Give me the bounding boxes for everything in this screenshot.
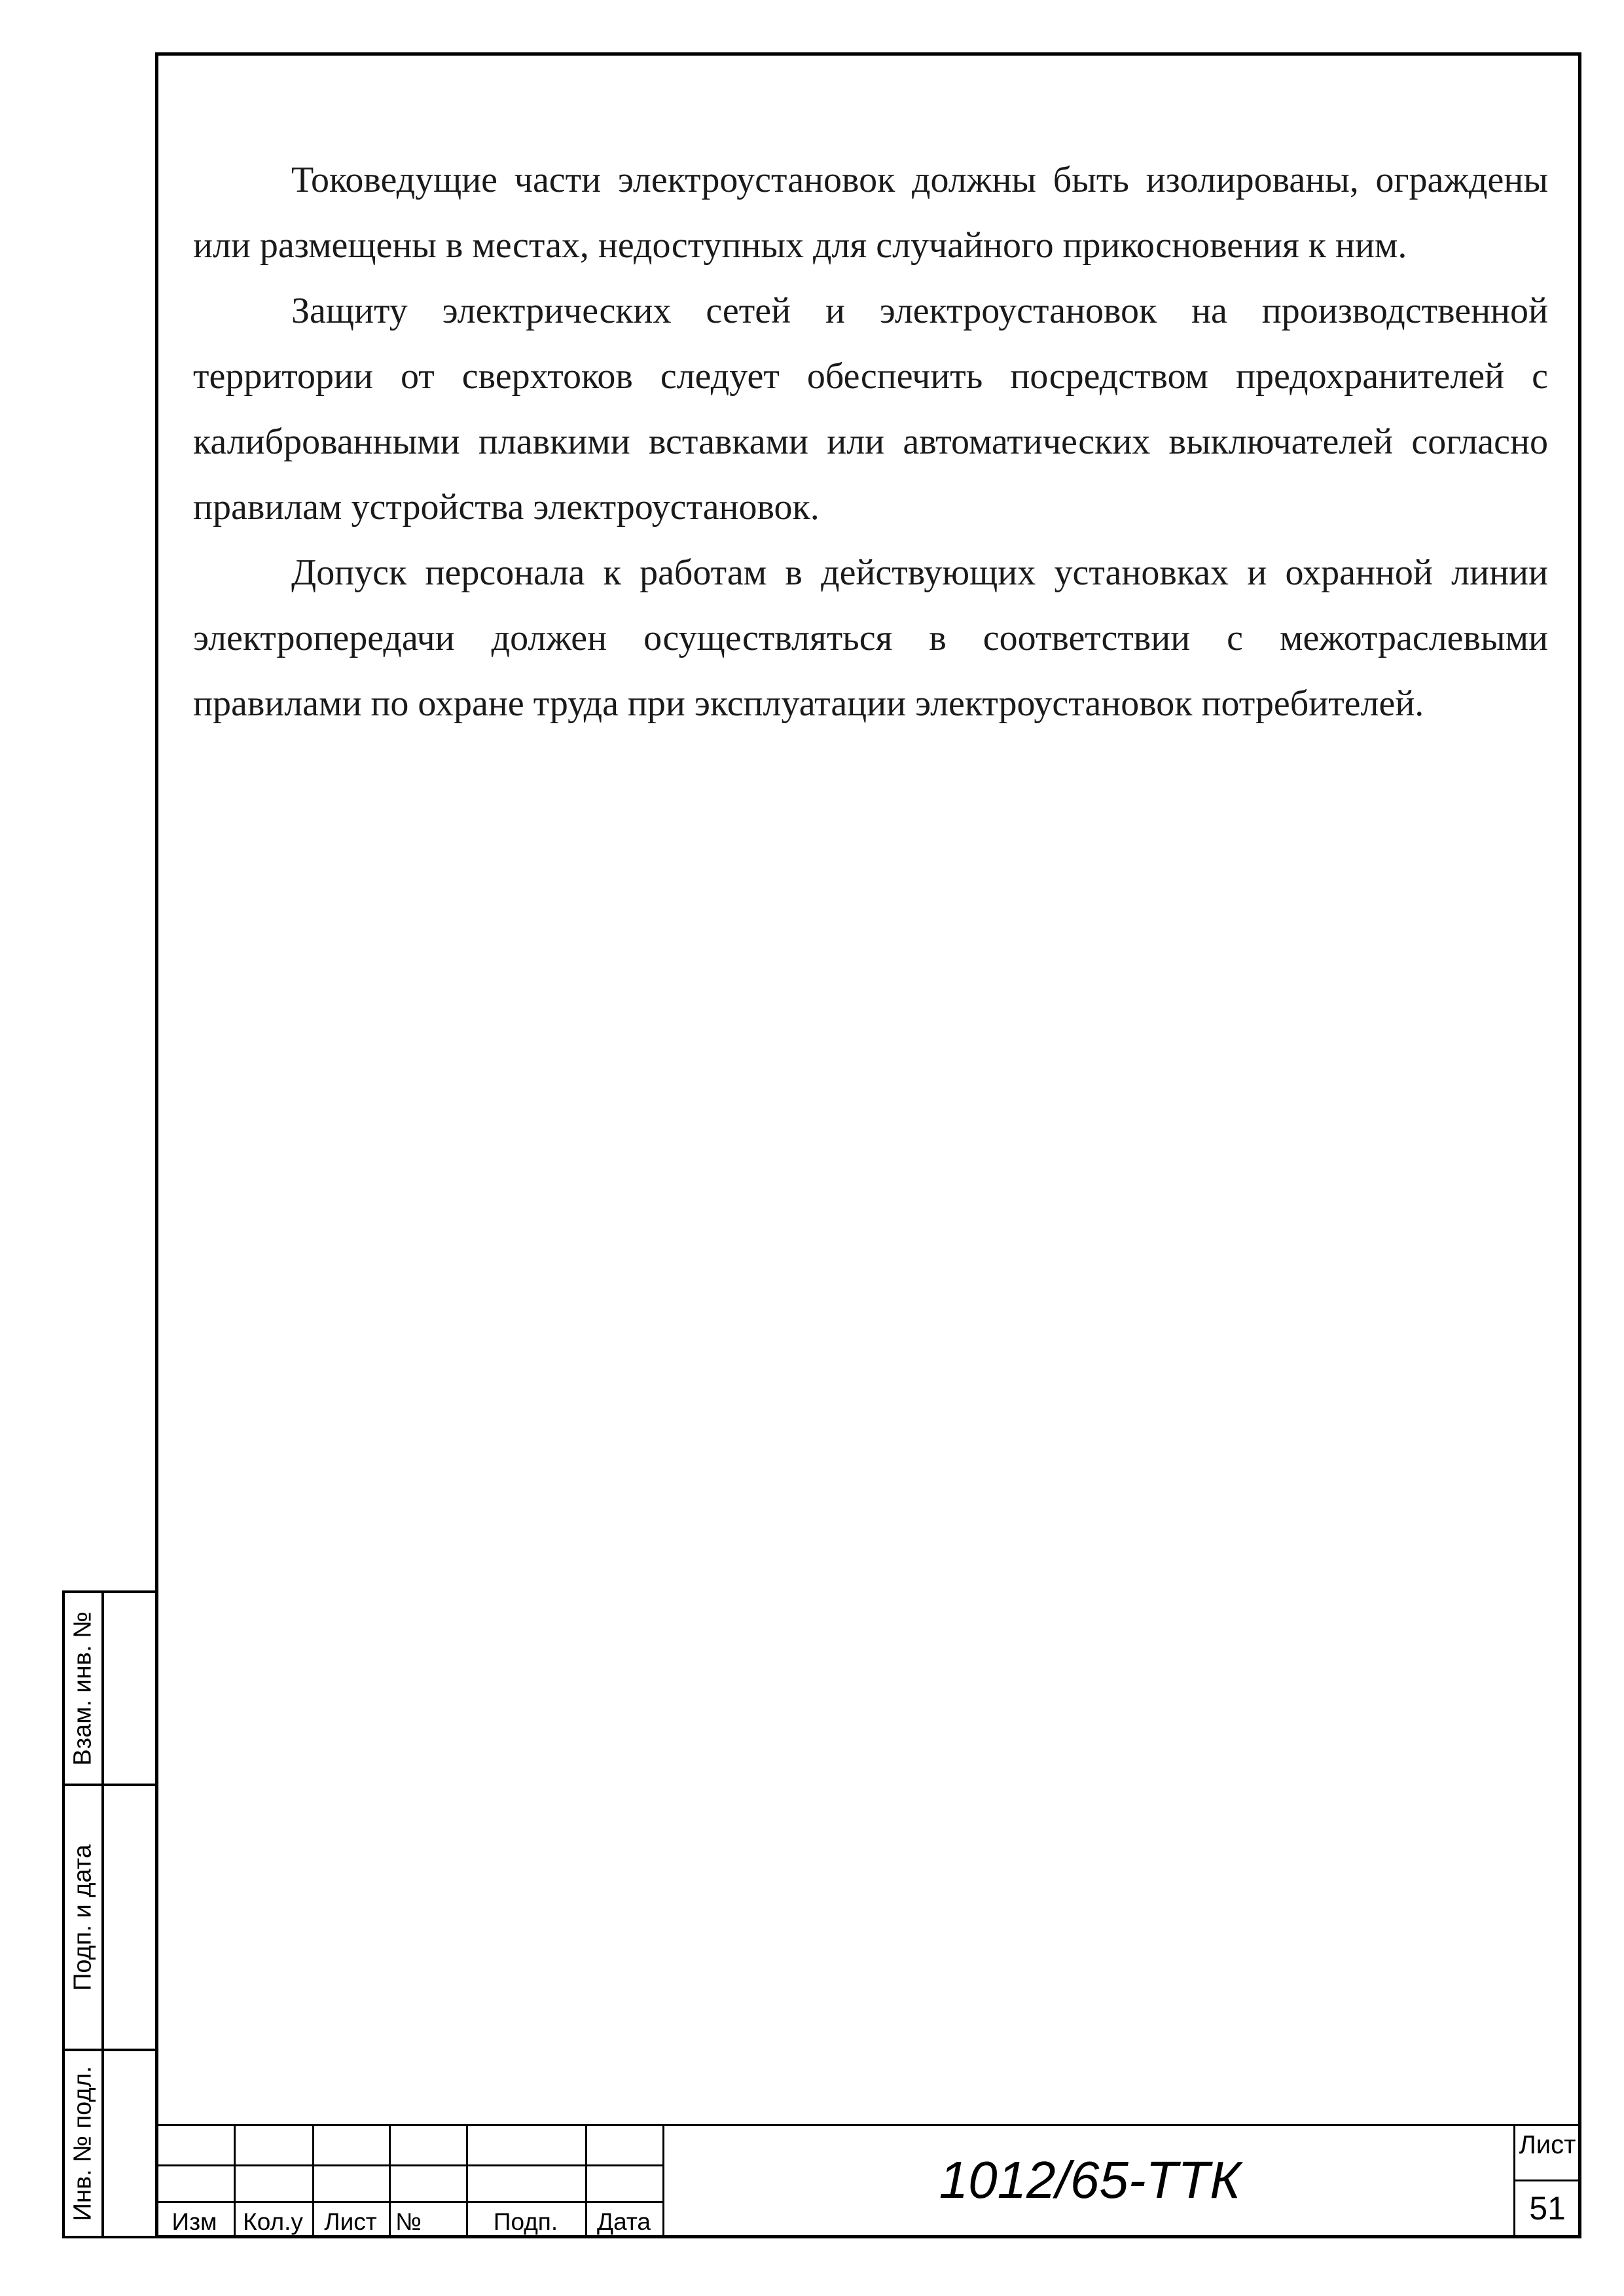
header-kol-uch: Кол.у <box>243 2208 303 2235</box>
side-label-vzam-inv: Взам. инв. № <box>69 1611 97 1766</box>
header-list: Лист <box>324 2208 377 2235</box>
side-cell-vzam-inv <box>62 1590 155 1784</box>
paragraph-3: Допуск персонала к работам в действующих установках и охранной линии электропередачи должен осуществляться в соответствии с межотраслевыми правилами по охране труда при эксплуатации электроустановок потребителей. <box>193 552 1548 724</box>
document-code: 1012/65-ТТК <box>939 2151 1241 2209</box>
header-izm: Изм <box>171 2208 217 2235</box>
side-cell-inv-podl <box>62 2049 155 2238</box>
sheet-number: 51 <box>1529 2190 1566 2227</box>
side-label-podp-data: Подп. и дата <box>69 1844 97 1991</box>
paragraph-1: Токоведущие части электроустановок должны быть изолированы, ограждены или размещены в местах, недоступных для случайного прикосновения к ним. <box>193 160 1548 266</box>
body-text <box>193 147 1548 736</box>
header-no-doc: № <box>395 2208 422 2235</box>
sheet-label: Лист <box>1519 2130 1576 2159</box>
paragraph-2: Защиту электрических сетей и электроустановок на производственной территории от сверхтоков следует обеспечить посредством предохранителей с калиброванными плавкими вставками или автоматических выключателей согласно правилам устройства электроустановок. <box>193 291 1548 528</box>
side-label-inv-podl: Инв. № подл. <box>69 2066 97 2221</box>
header-podp: Подп. <box>493 2208 558 2235</box>
side-cell-podp-data <box>62 1784 155 2049</box>
header-data: Дата <box>597 2208 651 2235</box>
